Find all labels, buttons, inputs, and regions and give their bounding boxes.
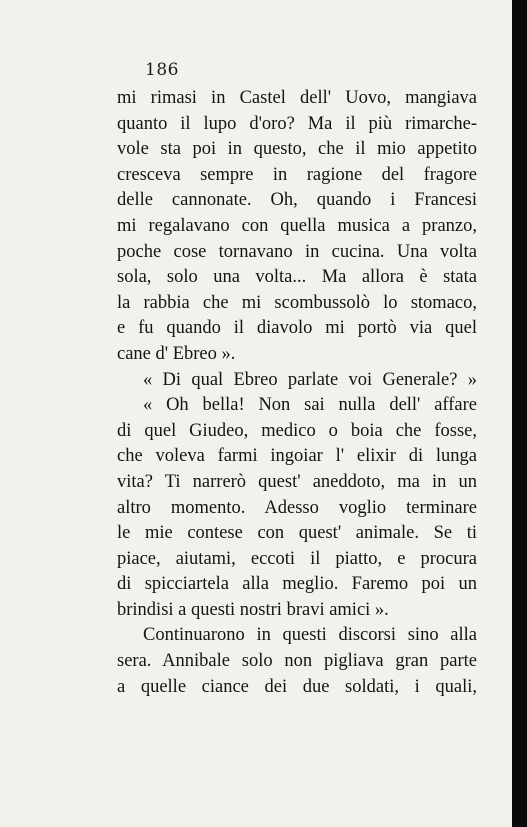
book-gutter <box>512 0 527 827</box>
text-line: vita? Ti narrerò quest' aneddoto, ma in un <box>117 471 477 492</box>
text-line: quanto il lupo d'oro? Ma il più rimarche- <box>117 113 477 134</box>
text-line: delle cannonate. Oh, quando i Francesi <box>117 190 477 211</box>
text-line: di spicciartela alla meglio. Faremo poi un <box>117 574 477 595</box>
text-line: cane d' Ebreo ». <box>117 343 236 364</box>
text-line: mi rimasi in Castel dell' Uovo, mangiava <box>117 88 477 108</box>
text-line: altro momento. Adesso voglio terminare <box>117 497 477 518</box>
text-line: brindisi a questi nostri bravi amici ». <box>117 599 389 620</box>
text-line: « Di qual Ebreo parlate voi Generale? » <box>143 369 477 390</box>
text-line: « Oh bella! Non sai nulla dell' affare <box>143 395 477 416</box>
text-line: sera. Annibale solo non pigliava gran parte <box>117 651 477 672</box>
text-line: mi regalavano con quella musica a pranzo, <box>117 215 477 236</box>
text-line: poche cose tornavano in cucina. Una volta <box>117 241 477 262</box>
text-line: che voleva farmi ingoiar l' elixir di lunga <box>117 446 477 467</box>
text-line: a quelle ciance dei due soldati, i quali, <box>117 676 477 697</box>
text-line: le mie contese con quest' animale. Se ti <box>117 523 477 544</box>
text-line: sola, solo una volta... Ma allora è stata <box>117 267 477 288</box>
text-line: la rabbia che mi scombussolò lo stomaco, <box>117 292 477 313</box>
text-line: vole sta poi in questo, che il mio appetito <box>117 139 477 160</box>
text-line: di quel Giudeo, medico o boia che fosse, <box>117 420 477 441</box>
body-text <box>117 86 477 700</box>
page-number: 186 <box>145 60 179 80</box>
text-line: e fu quando il diavolo mi portò via quel <box>117 318 477 339</box>
text-line: cresceva sempre in ragione del fragore <box>117 164 477 185</box>
text-line: Continuarono in questi discorsi sino alla <box>143 625 477 646</box>
text-line: piace, aiutami, eccoti il piatto, e procura <box>117 548 477 569</box>
